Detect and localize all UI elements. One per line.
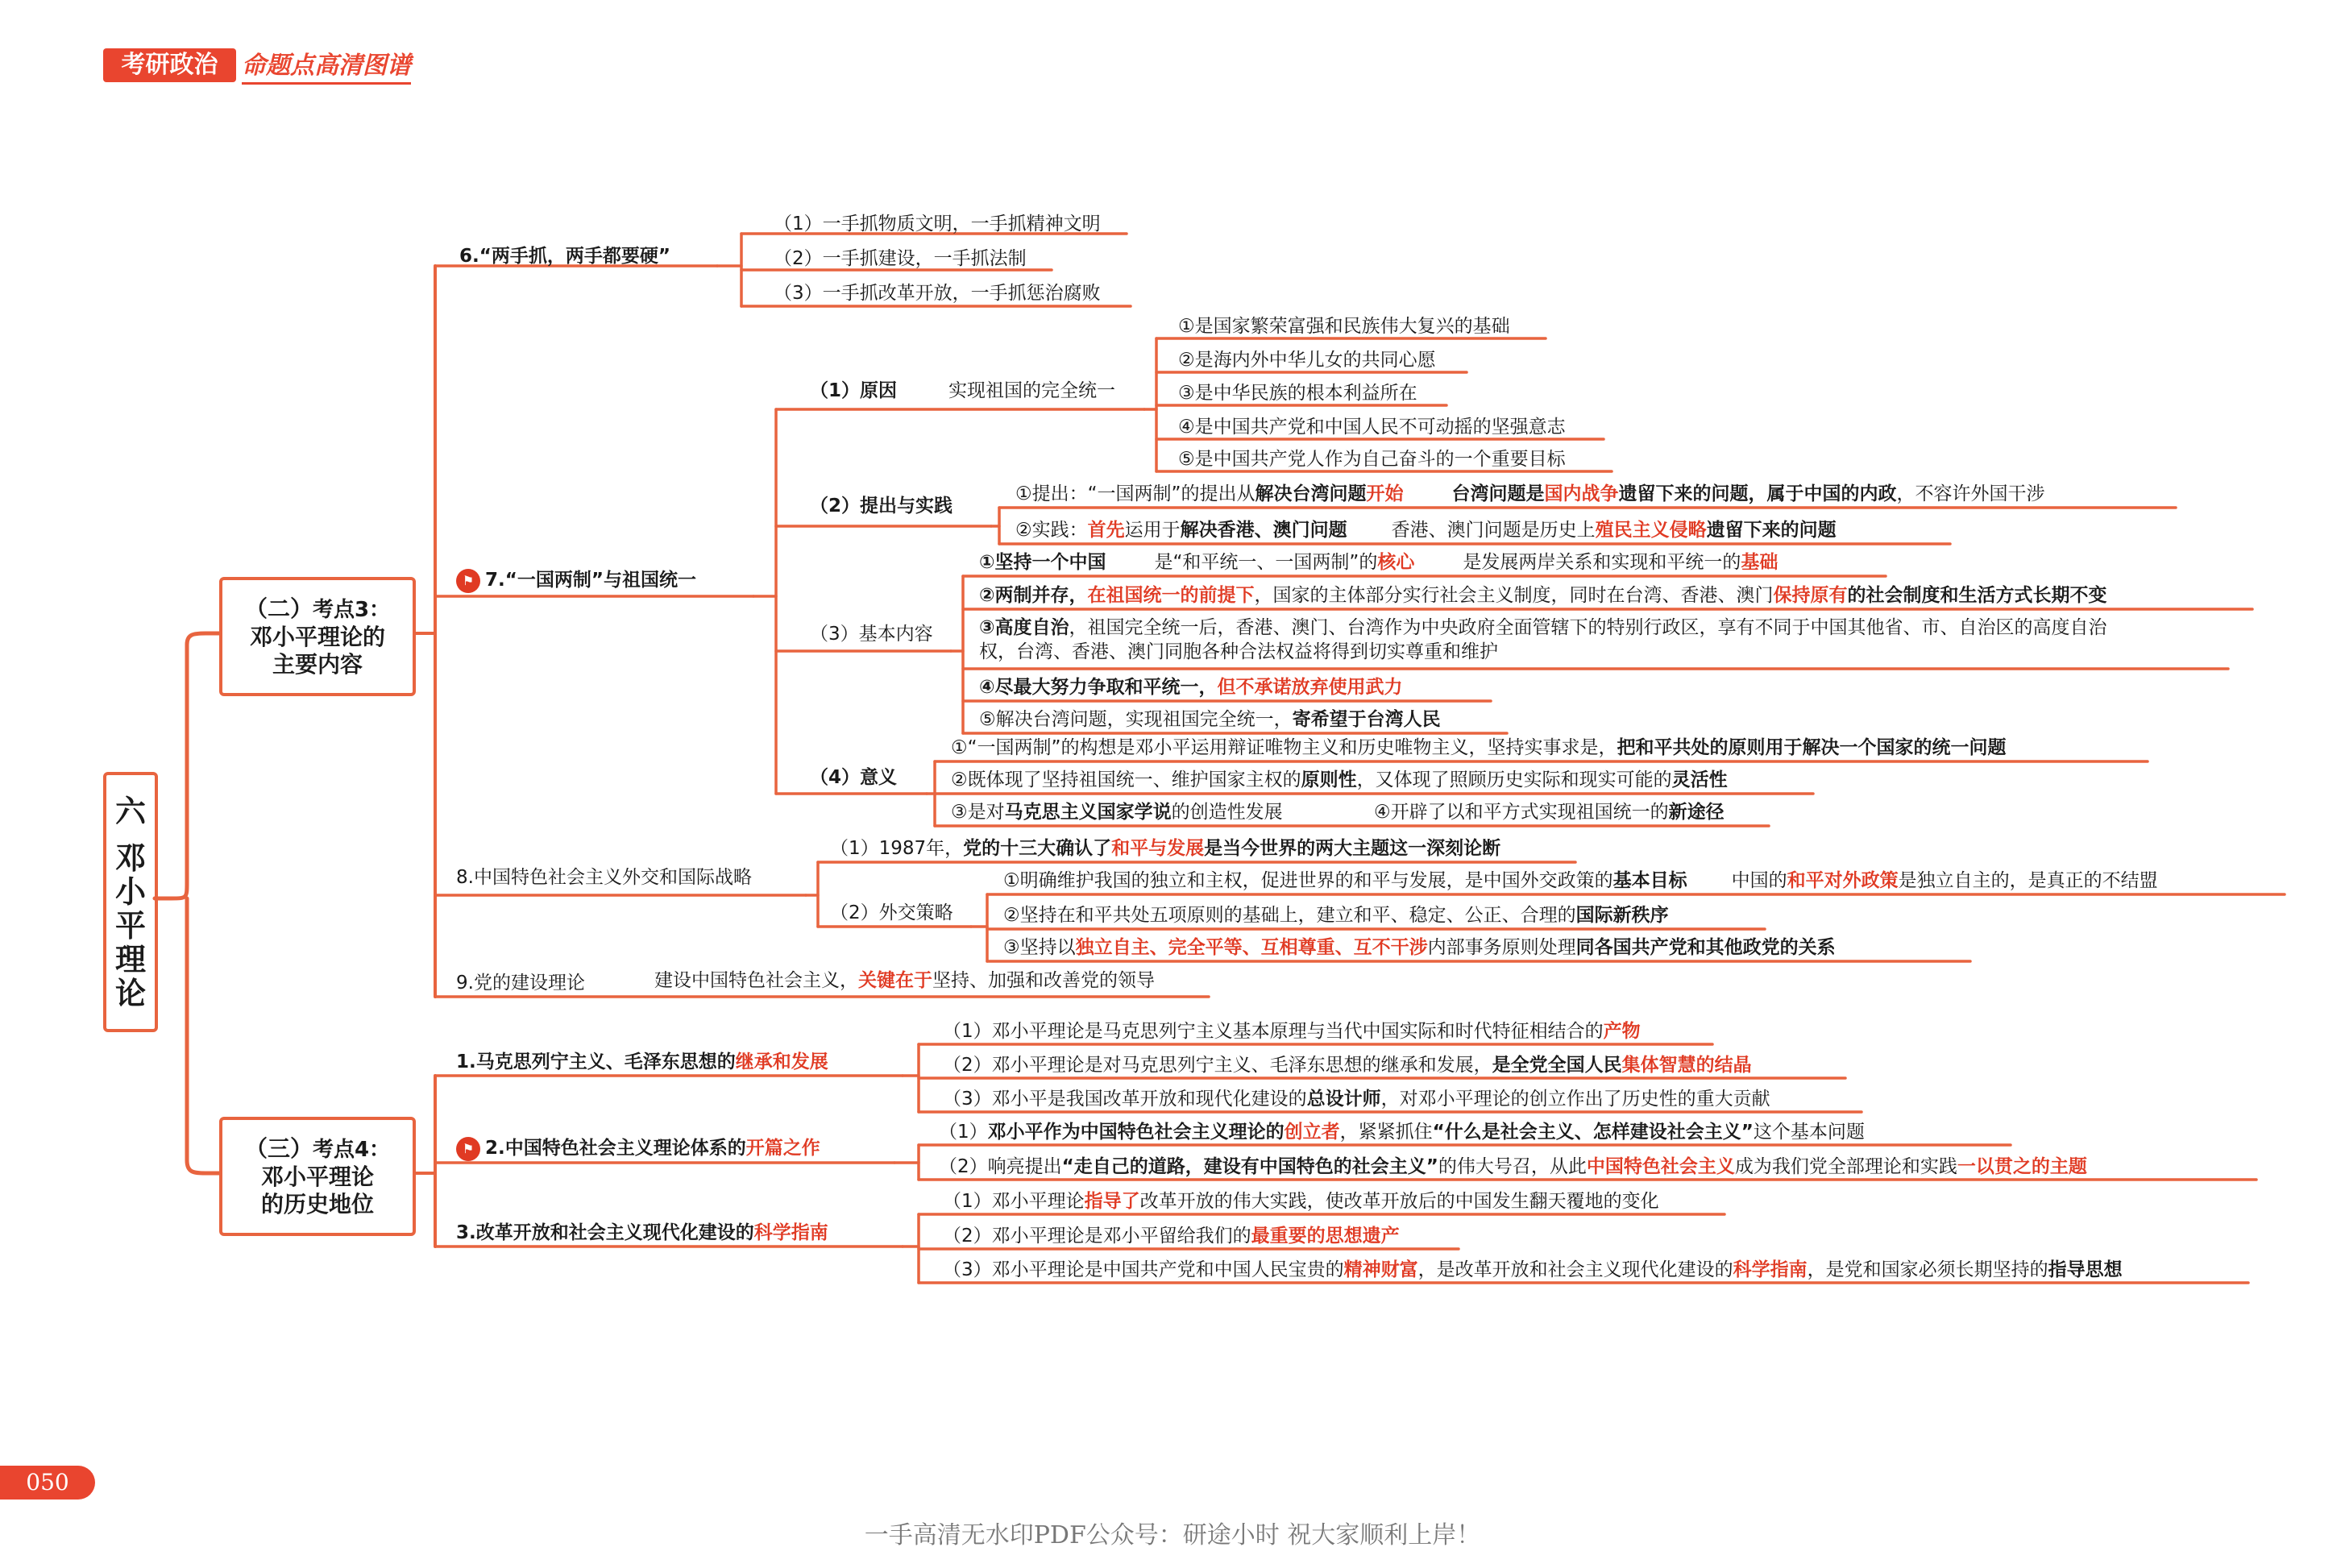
text-run: 独立自主、完全平等、互相尊重、互不干涉: [1075, 937, 1428, 958]
text-run: ③是对: [951, 802, 1005, 823]
node-reason-text: 实现祖国的完全统一: [948, 380, 1115, 401]
root-char: 平: [114, 907, 146, 944]
text-run: ②坚持在和平共处五项原则的基础上，建立和平、稳定、公正、合理的: [1003, 905, 1576, 926]
text-run: ①坚持一个中国: [979, 552, 1106, 573]
text-run: 集体智慧的结晶: [1621, 1055, 1752, 1076]
text-run: （1）邓小平理论是马克思列宁主义基本原理与当代中国实际和时代特征相结合的: [943, 1021, 1604, 1042]
text-run: ④尽最大努力争取和平统一，: [979, 677, 1218, 698]
node-two-hands: 6.“两手抓，两手都要硬”: [459, 246, 670, 267]
text-run: 最重要的思想遗产: [1251, 1226, 1400, 1247]
section-historical-status: [219, 1117, 416, 1236]
node-item: [979, 550, 1778, 575]
text-run: 2.中国特色社会主义理论体系的: [485, 1138, 746, 1159]
text-run: 遗留下来的问题，属于中国的: [1618, 483, 1860, 504]
node-item: [951, 768, 1728, 792]
section-title: 邓小平理论的: [249, 623, 385, 650]
text-run: ，国家的主体部分实行社会主义制度，同时在台湾、香港、澳门: [1254, 585, 1774, 606]
node-policy-label: （2）外交策略: [830, 902, 953, 923]
text-run: 党的十三大确认了: [963, 838, 1112, 859]
text-run: 继承和发展: [735, 1052, 828, 1072]
text-run: ，又体现了照顾历史实际和现实可能的: [1356, 769, 1672, 790]
text-run: ，是改革开放和社会主义现代化建设的: [1417, 1259, 1733, 1280]
text-run: 中国的: [1731, 870, 1787, 891]
node-inheritance: [456, 1050, 828, 1074]
text-run: 是当今世界的两大主题这一深刻论断: [1204, 838, 1501, 859]
flag-icon: ⚑: [456, 569, 480, 593]
text-run: ④开辟了以和平方式实现祖国统一的: [1374, 802, 1669, 823]
node-item: [979, 616, 2106, 640]
text-run: 成为我们党全部理论和实践: [1734, 1156, 1957, 1177]
node-item: [1003, 935, 1836, 960]
text-run: 运用于: [1124, 520, 1181, 541]
text-run: 新途径: [1668, 802, 1725, 823]
text-run: ③坚持以: [1003, 937, 1076, 958]
text-run: 关键在于: [858, 970, 932, 991]
text-run: ①“一国两制”的构想是邓小平运用辩证唯物主义和历史唯物主义，坚持实事求是，: [951, 737, 1617, 758]
text-run: 把和平共处的原则用于解决一个国家的统一问题: [1617, 737, 2007, 758]
text-run: 是“和平统一、一国两制”的: [1154, 552, 1378, 573]
text-run: 创立者: [1284, 1122, 1340, 1143]
root-char: 论: [114, 975, 146, 1011]
text-run: 核心: [1377, 552, 1415, 573]
root-node-deng-xiaoping-theory: [103, 772, 158, 1032]
node-reason-label: （1）原因: [810, 380, 898, 401]
text-run: 香港、澳门问题是历史上: [1391, 520, 1596, 541]
text-run: 和平对外政策: [1787, 870, 1899, 891]
node-item: [1003, 903, 1669, 927]
text-run: 总设计师: [1306, 1089, 1381, 1110]
text-run: （2）响亮提出: [939, 1156, 1062, 1177]
node-title: 7.“一国两制”与祖国统一: [485, 570, 696, 591]
section-kaodian: 考点4：: [312, 1137, 391, 1162]
node-item: [939, 1120, 1865, 1144]
text-run: ，是党和国家必须长期坚持的: [1807, 1259, 2048, 1280]
text-run: 指导思想: [2048, 1259, 2123, 1280]
text-run: 开篇之作: [745, 1138, 820, 1159]
node-item: [1015, 482, 2044, 506]
text-run: 一以贯之的主题: [1957, 1156, 2087, 1177]
text-run: 解决香港、澳门问题: [1180, 520, 1347, 541]
section-kaodian: 考点3：: [312, 597, 391, 622]
node-item: [979, 583, 2106, 608]
text-run: 基础: [1741, 552, 1778, 573]
text-run: ③高度自治: [979, 617, 1069, 638]
text-run: 解决台湾问题: [1255, 483, 1367, 504]
node-item: （1）一手抓物质文明，一手抓精神文明: [774, 214, 1101, 234]
text-run: 科学指南: [753, 1222, 828, 1243]
node-item: [943, 1258, 2123, 1282]
text-run: 基本目标: [1612, 870, 1687, 891]
text-run: ，对邓小平理论的创立作出了历史性的重大贡献: [1380, 1089, 1770, 1110]
text-run: 是发展两岸关系和实现和平统一的: [1463, 552, 1741, 573]
text-run: （2）邓小平理论是对马克思列宁主义、毛泽东思想的继承和发展，: [943, 1055, 1492, 1076]
text-run: 精神财富: [1343, 1259, 1418, 1280]
text-run: 改革开放的伟大实践，使改革开放后的中国发生翻天覆地的变化: [1139, 1191, 1659, 1212]
node-item: [830, 836, 1500, 861]
section-number: （二）: [244, 595, 313, 622]
node-item: [943, 1087, 1770, 1111]
text-run: 但不承诺放弃使用武力: [1217, 677, 1403, 698]
text-run: ②既体现了坚持祖国统一、维护国家主权的: [951, 769, 1301, 790]
node-item: [1015, 518, 1837, 542]
node-item: （3）一手抓改革开放，一手抓惩治腐败: [774, 283, 1101, 304]
text-run: 中国特色社会主义: [1586, 1156, 1735, 1177]
text-run: 台湾问题是: [1451, 483, 1545, 504]
node-item: ①是国家繁荣富强和民族伟大复兴的基础: [1178, 316, 1510, 337]
section-title: 的历史地位: [260, 1190, 374, 1217]
node-item: [943, 1189, 1659, 1213]
text-run: 是全党全国人民: [1492, 1055, 1622, 1076]
section-main-content: [219, 577, 416, 696]
text-run: 是独立自主的，是真正的不结盟: [1898, 870, 2158, 891]
node-practice-label: （2）提出与实践: [810, 496, 953, 516]
root-char: 小: [114, 873, 146, 910]
text-run: 内部事务原则处理: [1427, 937, 1576, 958]
node-party-building: 9.党的建设理论: [456, 973, 585, 993]
text-run: 坚持、加强和改善党的领导: [932, 970, 1155, 991]
text-run: “什么是社会主义、怎样建设社会主义”: [1432, 1122, 1754, 1143]
text-run: （2）邓小平理论是邓小平留给我们的: [943, 1226, 1251, 1247]
text-run: 首先: [1087, 520, 1125, 541]
text-run: ⑤解决台湾问题，实现祖国完全统一，: [979, 709, 1293, 730]
node-item: [943, 1053, 1752, 1077]
text-run: 在祖国统一的前提下: [1087, 585, 1255, 606]
text-run: ，祖国完全统一后，香港、澳门、台湾作为中央政府全面管辖下的特别行政区，享有不同于中国其他省、市、自治区的高度自治: [1069, 617, 2107, 638]
node-item: ⑤是中国共产党人作为自己奋斗的一个重要目标: [1178, 449, 1566, 470]
node-scientific-guide: [456, 1221, 828, 1245]
node-item: [951, 736, 2006, 760]
node-item: [943, 1224, 1400, 1248]
text-run: 灵活性: [1671, 769, 1728, 790]
node-item: [979, 675, 1402, 699]
node-meaning-label: （4）意义: [810, 767, 898, 788]
text-run: ②实践：: [1015, 520, 1088, 541]
node-one-country-two-systems: [456, 568, 696, 593]
root-char: 理: [114, 941, 146, 977]
text-run: 建设中国特色社会主义，: [654, 970, 858, 991]
text-run: 邓小平作为中国特色社会主义理论的: [987, 1122, 1285, 1143]
section-title: 主要内容: [272, 650, 363, 678]
text-run: 的伟大号召，从此: [1438, 1156, 1587, 1177]
text-run: （1）邓小平理论: [943, 1191, 1085, 1212]
text-run: 国际新秩序: [1575, 905, 1669, 926]
text-run: 这个基本问题: [1753, 1122, 1865, 1143]
text-run: 内政: [1859, 483, 1897, 504]
section-title: 邓小平理论: [260, 1163, 374, 1190]
text-run: 寄希望于台湾人民: [1292, 709, 1441, 730]
text-run: “走自己的道路，建设有中国特色的社会主义”: [1061, 1156, 1438, 1177]
node-item: [654, 969, 1155, 993]
text-run: 1.马克思列宁主义、毛泽东思想的: [456, 1052, 736, 1072]
node-item: [1003, 869, 2158, 893]
page-number: 050: [0, 1466, 95, 1500]
node-diplomacy: 8.中国特色社会主义外交和国际战略: [456, 867, 752, 888]
section-number: （三）: [244, 1135, 313, 1162]
text-run: 保持原有: [1773, 585, 1848, 606]
text-run: （1）1987年，: [830, 838, 964, 859]
text-run: 产物: [1603, 1021, 1641, 1042]
node-item: [1374, 800, 1725, 824]
text-run: 国内战争: [1544, 483, 1619, 504]
text-run: 同各国共产党和其他政党的关系: [1575, 937, 1836, 958]
text-run: ①明确维护我国的独立和主权，促进世界的和平与发展，是中国外交政策的: [1003, 870, 1613, 891]
text-run: 和平与发展: [1111, 838, 1205, 859]
node-item: ②是海内外中华儿女的共同心愿: [1178, 350, 1436, 371]
root-char: 六: [114, 793, 146, 829]
text-run: 马克思主义国家学说: [1004, 802, 1172, 823]
root-char: 邓: [114, 840, 146, 876]
footer-watermark: 一手高清无水印PDF公众号：研途小时 祝大家顺利上岸！: [864, 1521, 1481, 1549]
header-subtitle: 命题点高清图谱: [242, 50, 411, 85]
text-run: 殖民主义侵略: [1595, 520, 1707, 541]
text-run: 遗留下来的问题: [1706, 520, 1837, 541]
text-run: ，紧紧抓住: [1339, 1122, 1433, 1143]
text-run: 开始: [1366, 483, 1404, 504]
text-run: ①提出：“一国两制”的提出从: [1015, 483, 1256, 504]
node-item: [939, 1155, 2087, 1179]
node-opening-work: [456, 1136, 820, 1161]
node-item-continued: 权，台湾、香港、澳门同胞各种合法权益将得到切实尊重和维护: [979, 641, 1498, 662]
node-item: ④是中国共产党和中国人民不可动摇的坚强意志: [1178, 417, 1566, 438]
text-run: 3.改革开放和社会主义现代化建设的: [456, 1222, 754, 1243]
text-run: 科学指南: [1733, 1259, 1808, 1280]
text-run: （3）邓小平理论是中国共产党和中国人民宝贵的: [943, 1259, 1344, 1280]
flag-icon: ⚑: [456, 1137, 480, 1161]
node-item: [943, 1019, 1641, 1043]
node-item: ③是中华民族的根本利益所在: [1178, 383, 1417, 404]
text-run: ，不容许外国干涉: [1896, 483, 2045, 504]
node-item: [951, 800, 1283, 824]
text-run: 的创造性发展: [1171, 802, 1283, 823]
node-item: （2）一手抓建设，一手抓法制: [774, 248, 1027, 269]
text-run: （1）: [939, 1122, 988, 1143]
header-badge: 考研政治: [103, 48, 236, 82]
text-run: ②两制并存，: [979, 585, 1088, 606]
text-run: 原则性: [1301, 769, 1357, 790]
node-item: [979, 707, 1441, 732]
node-content-label: （3）基本内容: [810, 624, 933, 645]
text-run: （3）邓小平是我国改革开放和现代化建设的: [943, 1089, 1307, 1110]
text-run: 指导了: [1084, 1191, 1140, 1212]
text-run: 的社会制度和生活方式长期不变: [1847, 585, 2107, 606]
